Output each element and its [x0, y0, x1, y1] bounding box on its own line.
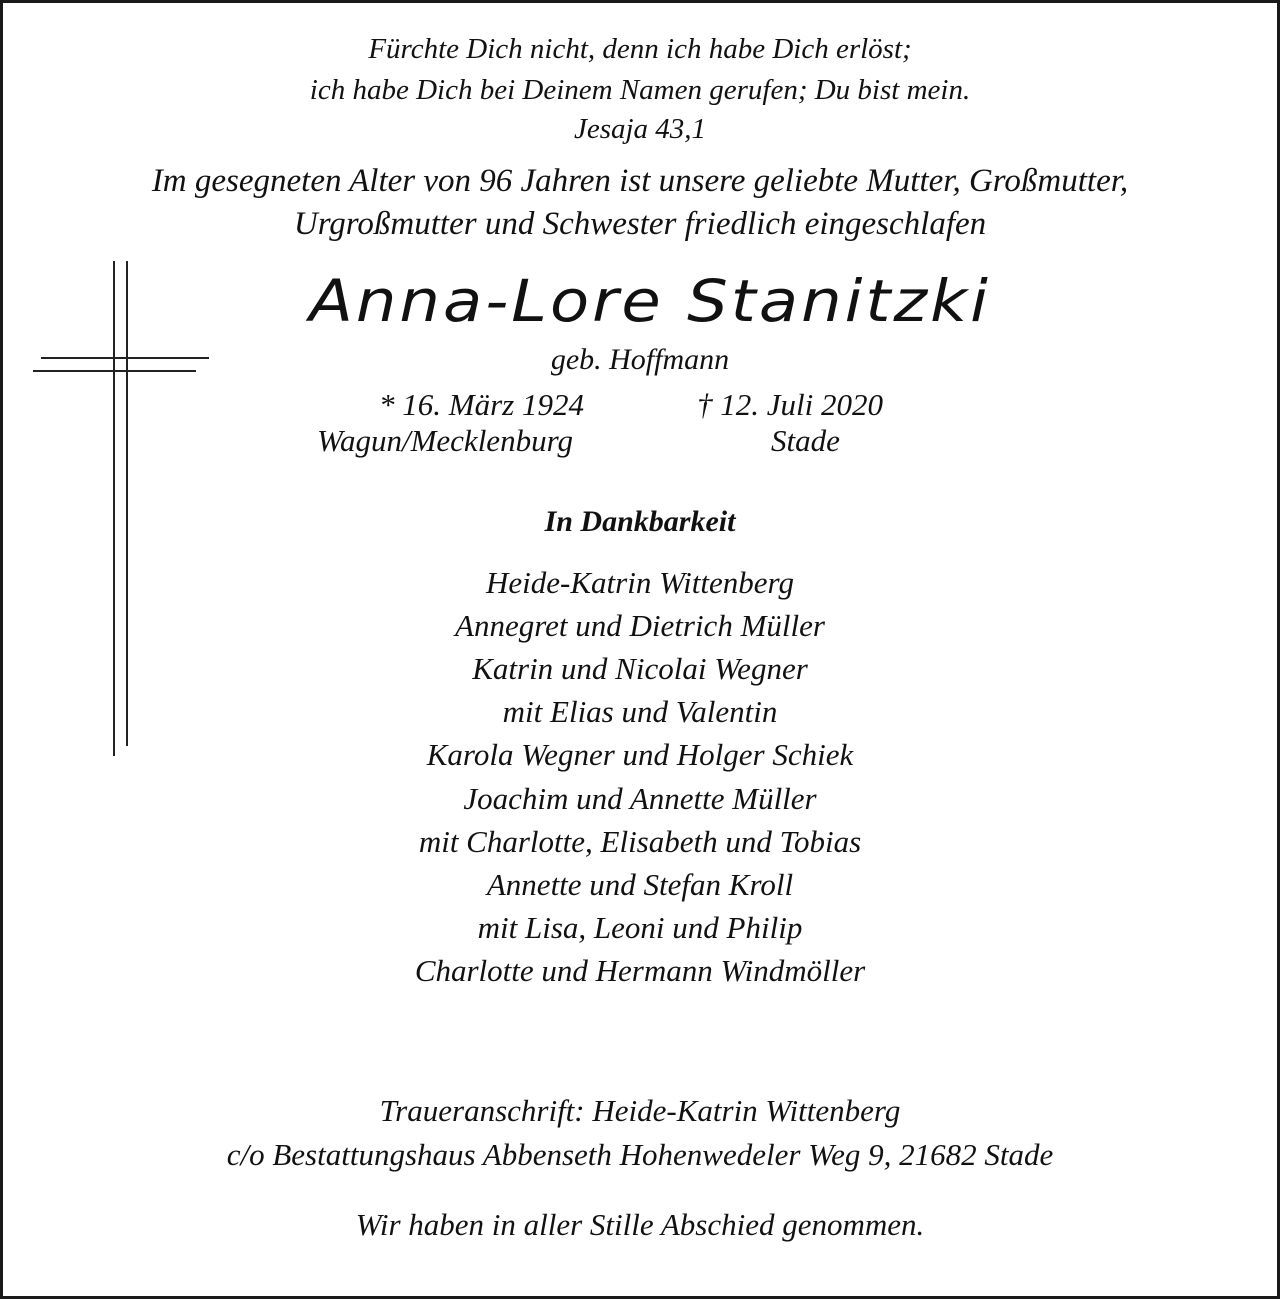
gratitude-heading: In Dankbarkeit: [544, 505, 736, 538]
list-item: Joachim und Annette Müller: [463, 781, 817, 816]
list-item: Heide-Katrin Wittenberg: [486, 565, 794, 600]
address-line-2: c/o Bestattungshaus Abbenseth Hohenwedeler Weg 9, 21682 Stade: [226, 1137, 1054, 1172]
list-item: Annegret und Dietrich Müller: [455, 608, 825, 643]
death-date: † 12. Juli 2020: [697, 387, 883, 422]
list-item: mit Elias und Valentin: [502, 694, 778, 729]
announcement-line-1: Im gesegneten Alter von 96 Jahren ist unsere geliebte Mutter, Großmutter,: [151, 163, 1129, 199]
deceased-name: Anna-Lore Stanitzki: [309, 268, 991, 336]
list-item: Katrin und Nicolai Wegner: [472, 651, 808, 686]
list-item: Charlotte und Hermann Windmöller: [414, 953, 866, 988]
list-item: mit Charlotte, Elisabeth und Tobias: [418, 824, 862, 859]
verse-reference: Jesaja 43,1: [573, 113, 707, 145]
list-item: Annette und Stefan Kroll: [486, 867, 794, 902]
announcement-line-2: Urgroßmutter und Schwester friedlich eingeschlafen: [293, 206, 987, 242]
list-item: Karola Wegner und Holger Schiek: [426, 737, 854, 772]
death-place: Stade: [771, 423, 840, 458]
birth-date: * 16. März 1924: [379, 387, 584, 422]
closing-line: Wir haben in aller Stille Abschied genommen.: [355, 1207, 925, 1242]
list-item: mit Lisa, Leoni und Philip: [477, 910, 803, 945]
maiden-name: geb. Hoffmann: [550, 343, 730, 376]
address-line-1: Traueranschrift: Heide-Katrin Wittenberg: [379, 1093, 901, 1128]
birth-place: Wagun/Mecklenburg: [317, 423, 573, 458]
verse-line-2: ich habe Dich bei Deinem Namen gerufen; Du bist mein.: [309, 74, 971, 106]
verse-line-1: Fürchte Dich nicht, denn ich habe Dich erlöst;: [368, 33, 912, 65]
